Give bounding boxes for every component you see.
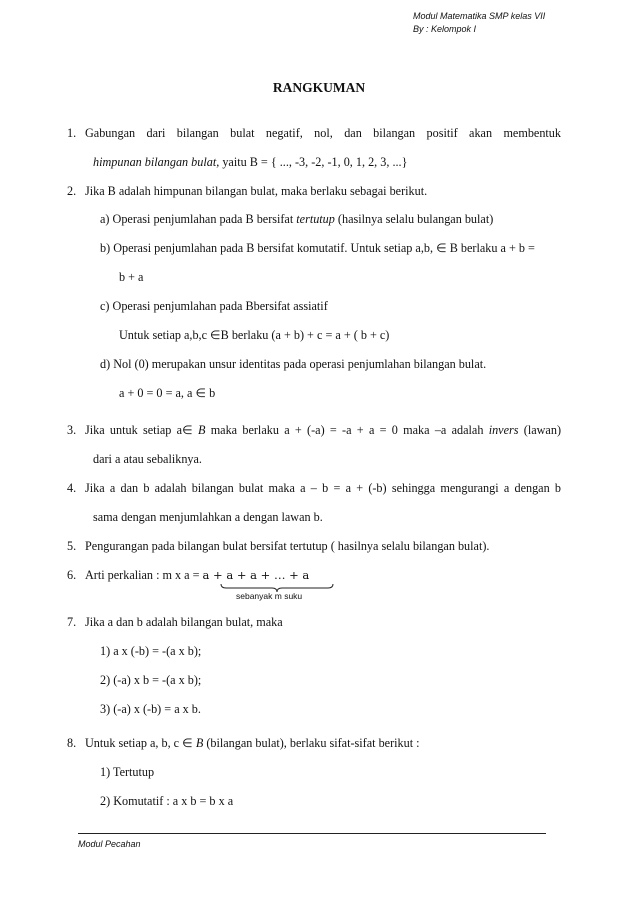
item-1-number: 1. <box>67 126 77 140</box>
page-title: RANGKUMAN <box>272 80 366 95</box>
item-2a <box>100 212 493 227</box>
item-5-line <box>67 539 489 554</box>
item-1-text: Gabungan dari bilangan bulat negatif, nol, dan bilangan positif akan membentuk <box>85 126 561 140</box>
item-2a-italic: tertutup <box>296 212 335 226</box>
footer-divider <box>78 833 546 834</box>
page-header <box>413 10 545 36</box>
item-6-number: 6. <box>67 568 77 582</box>
item-3-set-b: B <box>197 423 206 437</box>
item-3-part-e: (lawan) <box>518 423 561 437</box>
item-2-number: 2. <box>67 184 77 198</box>
item-2d-line-1: d) Nol (0) merupakan unsur identitas pada operasi penjumlahan bilangan bulat. <box>100 357 487 371</box>
item-4-line-2: sama dengan menjumlahkan a dengan lawan b. <box>93 510 323 524</box>
item-8-sub-1: 1) Tertutup <box>100 765 155 779</box>
item-1-set: yaitu B = { ..., -3, -2, -1, 0, 1, 2, 3, ...} <box>219 155 408 169</box>
item-6-expression: a + a + a + … + a <box>202 568 310 582</box>
item-2-text: Jika B adalah himpunan bilangan bulat, maka berlaku sebagai berikut. <box>85 184 428 198</box>
item-6-line <box>67 568 309 583</box>
item-4-number: 4. <box>67 481 77 495</box>
item-3-part-a: Jika untuk setiap a∈ <box>85 423 198 437</box>
header-line-1: Modul Matematika SMP kelas VII <box>413 11 546 21</box>
item-2a-prefix: a) Operasi penjumlahan pada B bersifat <box>100 212 297 226</box>
item-6-text: Arti perkalian : m x a = <box>85 568 203 582</box>
item-7-sub-2: 2) (-a) x b = -(a x b); <box>100 673 202 687</box>
item-7-sub-1: 1) a x (-b) = -(a x b); <box>100 644 202 658</box>
item-7-text: Jika a dan b adalah bilangan bulat, maka <box>85 615 283 629</box>
item-3-invers: invers <box>488 423 519 437</box>
item-7-line <box>67 615 283 630</box>
item-7-sub-3: 3) (-a) x (-b) = a x b. <box>100 702 201 716</box>
item-5-text: Pengurangan pada bilangan bulat bersifat tertutup ( hasilnya selalu bilangan bulat). <box>85 539 490 553</box>
item-2c-line-1: c) Operasi penjumlahan pada Bbersifat assiatif <box>100 299 328 313</box>
item-2d-line-2: a + 0 = 0 = a, a ∈ b <box>119 386 216 400</box>
item-8-line <box>67 736 420 751</box>
item-2-line <box>67 184 427 199</box>
item-8-text-a: Untuk setiap a, b, c ∈ <box>85 736 196 750</box>
item-3-line-1 <box>67 423 561 438</box>
item-2a-suffix: (hasilnya selalu bulangan bulat) <box>334 212 494 226</box>
header-line-2: By : Kelompok I <box>413 24 477 34</box>
item-1-line-1 <box>67 126 561 141</box>
item-1-line-2 <box>93 155 407 170</box>
item-4-line-1 <box>67 481 561 496</box>
item-8-sub-2: 2) Komutatif : a x b = b x a <box>100 794 234 808</box>
item-2b-line-1: b) Operasi penjumlahan pada B bersifat komutatif. Untuk setiap a,b, ∈ B berlaku a + b = <box>100 241 535 255</box>
item-2b-line-2: b + a <box>119 270 144 284</box>
item-3-number: 3. <box>67 423 77 437</box>
item-4-text: Jika a dan b adalah bilangan bulat maka a – b = a + (-b) sehingga mengurangi a dengan b <box>85 481 561 495</box>
item-3-line-2: dari a atau sebaliknya. <box>93 452 202 466</box>
item-8-text-c: (bilangan bulat), berlaku sifat-sifat berikut : <box>203 736 420 750</box>
page-footer: Modul Pecahan <box>78 839 141 849</box>
item-2c-line-2: Untuk setiap a,b,c ∈B berlaku (a + b) + c = a + ( b + c) <box>119 328 390 342</box>
item-8-set-b: B <box>195 736 204 750</box>
item-3-part-c: maka berlaku a + (-a) = -a + a = 0 maka –a adalah <box>205 423 489 437</box>
underbrace-label: sebanyak m suku <box>236 591 303 601</box>
item-7-number: 7. <box>67 615 77 629</box>
item-1-italic-term: himpunan bilangan bulat, <box>93 155 220 169</box>
item-8-number: 8. <box>67 736 77 750</box>
item-5-number: 5. <box>67 539 77 553</box>
